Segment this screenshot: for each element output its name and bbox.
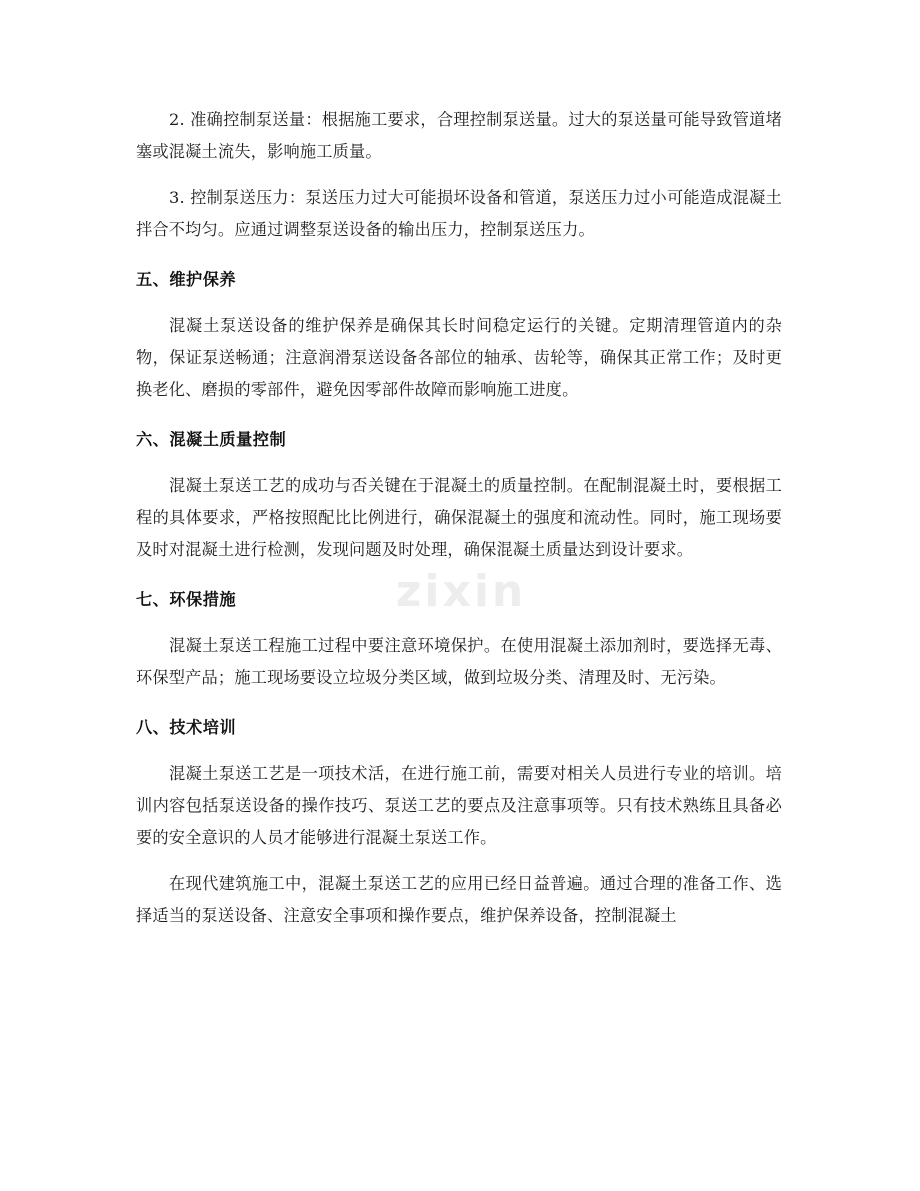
watermark-logo: zixin — [395, 566, 527, 617]
paragraph-quality-control: 混凝土泵送工艺的成功与否关键在于混凝土的质量控制。在配制混凝土时，要根据工程的具体要求，严格按照配比比例进行，确保混凝土的强度和流动性。同时，施工现场要及时对混凝土进行检测，发现问题及时处理，确保混凝土质量达到设计要求。 — [136, 476, 782, 559]
paragraph-conclusion: 在现代建筑施工中，混凝土泵送工艺的应用已经日益普遍。通过合理的准备工作、选择适当的泵送设备、注意安全事项和操作要点，维护保养设备，控制混凝土 — [136, 874, 782, 925]
paragraph-pump-volume: 2. 准确控制泵送量：根据施工要求，合理控制泵送量。过大的泵送量可能导致管道堵塞或混凝土流失，影响施工质量。 — [136, 110, 782, 161]
paragraph-maintenance: 混凝土泵送设备的维护保养是确保其长时间稳定运行的关键。定期清理管道内的杂物，保证泵送畅通；注意润滑泵送设备各部位的轴承、齿轮等，确保其正常工作；及时更换老化、磨损的零部件，避免因零部件故障而影响施工进度。 — [136, 316, 782, 399]
paragraph-environmental: 混凝土泵送工程施工过程中要注意环境保护。在使用混凝土添加剂时，要选择无毒、环保型产品；施工现场要设立垃圾分类区域，做到垃圾分类、清理及时、无污染。 — [136, 636, 782, 687]
paragraph-pump-pressure: 3. 控制泵送压力：泵送压力过大可能损坏设备和管道，泵送压力过小可能造成混凝土拌合不均匀。应通过调整泵送设备的输出压力，控制泵送压力。 — [136, 188, 782, 239]
paragraph-training: 混凝土泵送工艺是一项技术活，在进行施工前，需要对相关人员进行专业的培训。培训内容包括泵送设备的操作技巧、泵送工艺的要点及注意事项等。只有技术熟练且具备必要的安全意识的人员才能够进行混凝土泵送工作。 — [136, 764, 782, 847]
document-body — [136, 104, 782, 932]
heading-environmental: 七、环保措施 — [136, 590, 237, 609]
heading-training: 八、技术培训 — [136, 718, 237, 737]
heading-maintenance: 五、维护保养 — [136, 270, 237, 289]
heading-quality-control: 六、混凝土质量控制 — [136, 430, 287, 449]
